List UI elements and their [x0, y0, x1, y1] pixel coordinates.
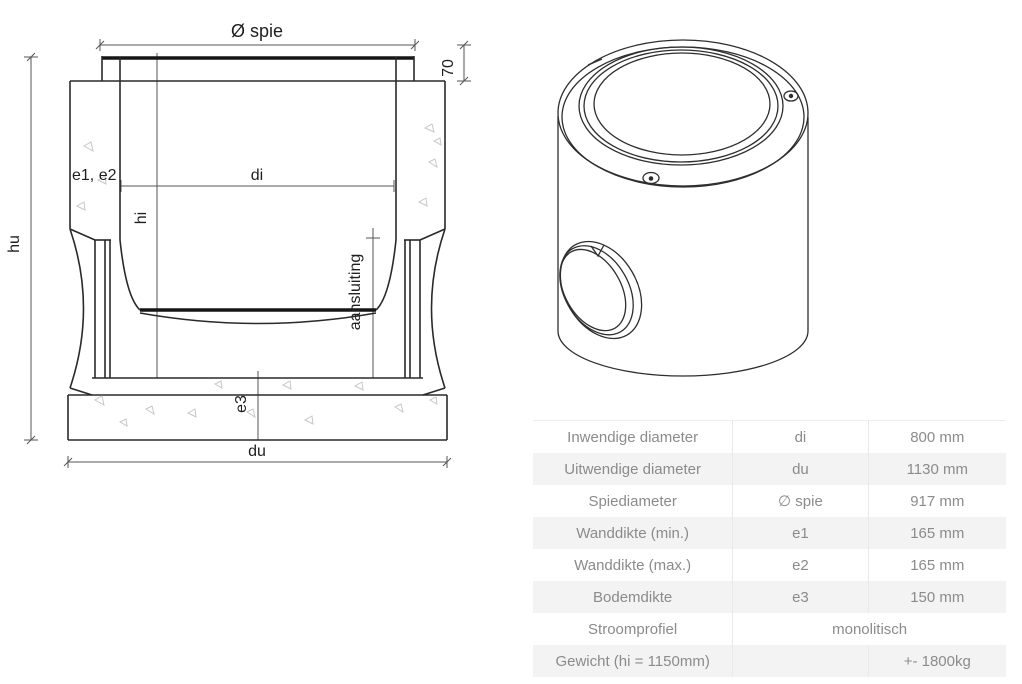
spec-symbol: e3 — [733, 581, 868, 613]
spec-label: Wanddikte (max.) — [574, 556, 692, 574]
cross-section-drawing — [0, 0, 515, 500]
spec-row-spiediameter — [533, 485, 1006, 517]
spec-row-wanddikte-min — [533, 517, 1006, 549]
label-hi: hi — [133, 211, 150, 225]
spec-symbol: du — [733, 453, 868, 485]
cylinder-body — [558, 40, 808, 376]
spec-label: Spiediameter — [588, 492, 677, 510]
spec-symbol: di — [733, 421, 868, 454]
spec-row-bodemdikte — [533, 581, 1006, 613]
label-spie-diameter: Ø spie — [230, 21, 284, 41]
spec-row-gewicht — [533, 645, 1006, 677]
spec-label: Wanddikte (min.) — [533, 517, 733, 549]
side-connection-hole — [544, 227, 658, 353]
spec-value: 1130 mm — [868, 453, 1006, 485]
spec-label: Uitwendige diameter — [533, 453, 733, 485]
label-di: di — [250, 167, 264, 184]
lifting-anchors — [643, 91, 798, 184]
spec-row-inwendige-diameter — [533, 421, 1006, 454]
spec-row-uitwendige-diameter — [533, 453, 1006, 485]
spec-value: monolitisch — [733, 613, 1006, 645]
label-aansluiting: aansluiting — [347, 253, 364, 331]
spec-symbol: ∅ spie — [733, 485, 868, 517]
label-hu: hu — [6, 235, 23, 253]
spec-value: +- 1800kg — [868, 645, 1006, 677]
spec-label: Inwendige diameter — [567, 428, 699, 446]
spec-label: Bodemdikte — [533, 581, 733, 613]
spec-row-stroomprofiel — [533, 613, 1006, 645]
label-du: du — [248, 443, 266, 460]
spec-value: 165 mm — [868, 549, 1006, 581]
spec-symbol — [733, 645, 868, 677]
spec-value: 150 mm — [868, 581, 1006, 613]
isometric-view — [520, 18, 940, 418]
spec-label: Stroomprofiel — [588, 620, 678, 638]
spec-label: Gewicht (hi = 1150mm) — [533, 645, 733, 677]
specs-table — [533, 420, 1006, 677]
spec-value: 165 mm — [868, 517, 1006, 549]
label-70: 70 — [440, 59, 457, 77]
spec-symbol: e1 — [733, 517, 868, 549]
spec-value: 917 mm — [868, 485, 1006, 517]
spec-value: 800 mm — [868, 421, 1006, 454]
label-e3: e3 — [233, 395, 250, 413]
label-e1-e2: e1, e2 — [72, 167, 117, 184]
spec-symbol: e2 — [733, 549, 868, 581]
spec-row-wanddikte-max — [533, 549, 1006, 581]
